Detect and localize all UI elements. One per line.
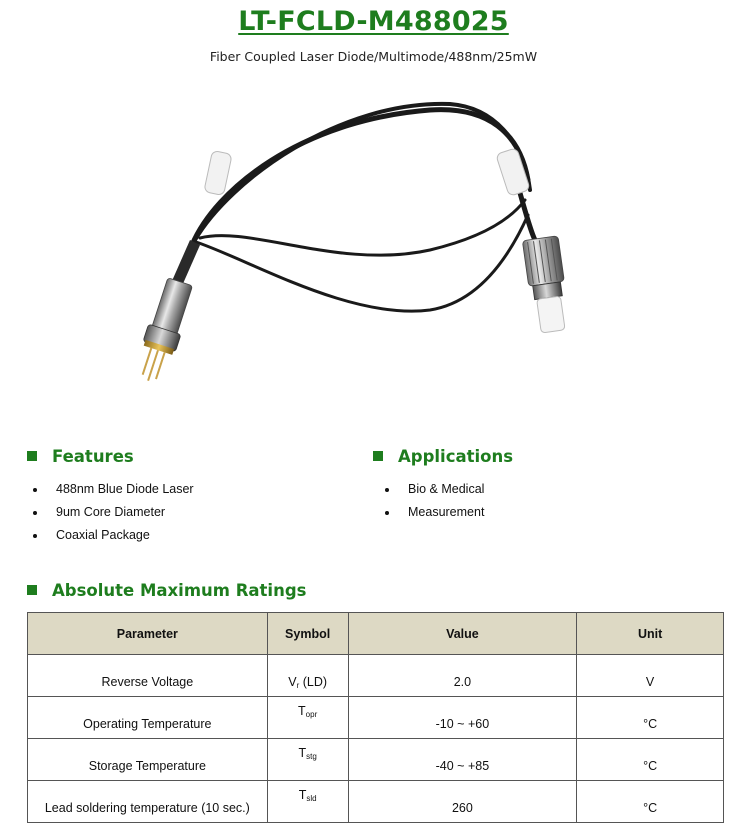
product-image	[130, 80, 620, 425]
value-cell: -40 ~ +85	[435, 758, 490, 773]
product-subtitle: Fiber Coupled Laser Diode/Multimode/488nm/25mW	[209, 49, 538, 64]
product-title: LT-FCLD-M488025	[238, 6, 509, 37]
features-list	[26, 478, 194, 547]
parameter-cell: Storage Temperature	[88, 758, 206, 773]
column-header-parameter: Parameter	[28, 613, 268, 655]
list-item: Measurement	[378, 501, 484, 524]
parameter-cell: Lead soldering temperature (10 sec.)	[44, 800, 250, 815]
table-row	[28, 697, 724, 739]
parameter-cell: Reverse Voltage	[101, 674, 194, 689]
square-bullet-icon	[27, 585, 37, 595]
column-header-value: Value	[348, 613, 577, 655]
list-item: 488nm Blue Diode Laser	[26, 478, 194, 501]
features-heading: Features	[27, 447, 134, 466]
ratings-table	[27, 612, 724, 823]
symbol-cell: Vr (LD)	[288, 674, 328, 690]
symbol-cell: Tstg	[298, 745, 317, 761]
value-cell: -10 ~ +60	[435, 716, 490, 731]
table-header-row	[28, 613, 724, 655]
unit-cell: V	[645, 674, 655, 689]
table-row	[28, 655, 724, 697]
symbol-cell: Topr	[298, 703, 318, 719]
symbol-cell: Tsld	[298, 787, 317, 803]
unit-cell: °C	[643, 758, 658, 773]
table-row	[28, 781, 724, 823]
unit-cell: °C	[643, 716, 658, 731]
parameter-cell: Operating Temperature	[83, 716, 212, 731]
value-cell: 260	[451, 800, 473, 815]
list-item: Bio & Medical	[378, 478, 484, 501]
applications-list	[378, 478, 484, 524]
list-item: 9um Core Diameter	[26, 501, 194, 524]
column-header-unit: Unit	[577, 613, 724, 655]
unit-cell: °C	[643, 800, 658, 815]
table-row	[28, 739, 724, 781]
column-header-symbol: Symbol	[267, 613, 348, 655]
ratings-heading: Absolute Maximum Ratings	[27, 581, 306, 600]
applications-heading: Applications	[373, 447, 513, 466]
list-item: Coaxial Package	[26, 524, 194, 547]
square-bullet-icon	[373, 451, 383, 461]
square-bullet-icon	[27, 451, 37, 461]
value-cell: 2.0	[453, 674, 472, 689]
